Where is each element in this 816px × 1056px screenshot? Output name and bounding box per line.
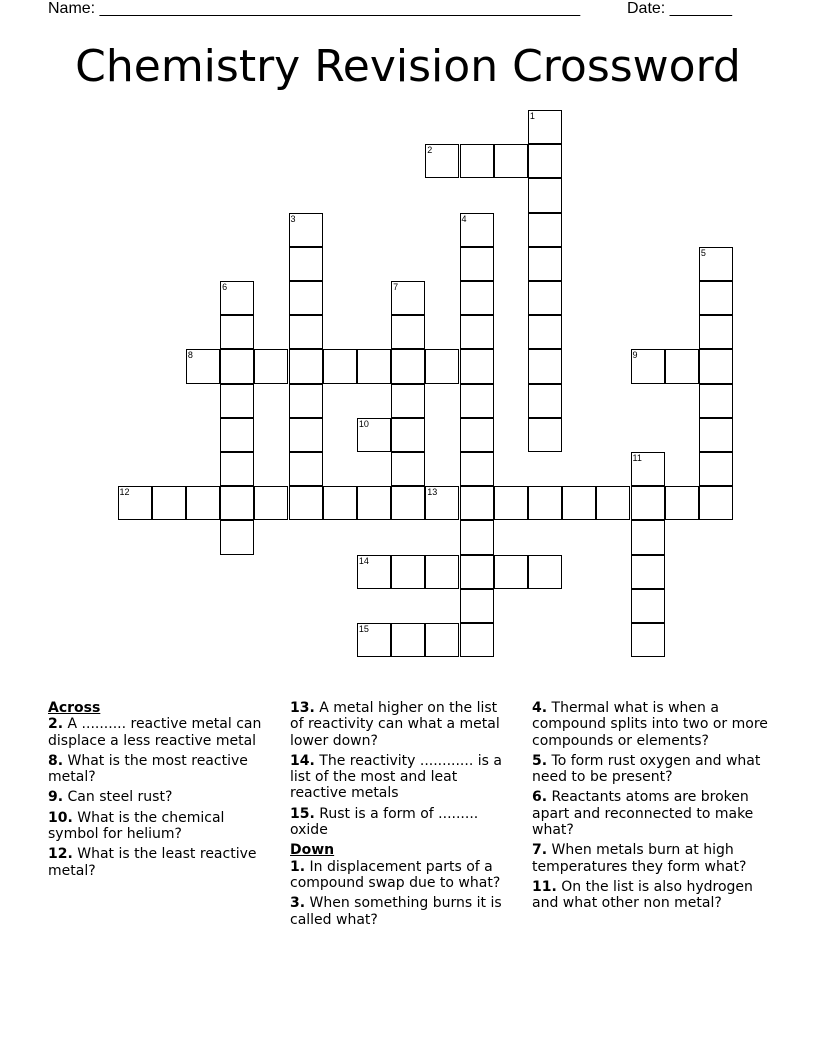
crossword-cell[interactable] bbox=[118, 486, 152, 520]
page-title: Chemistry Revision Crossword bbox=[75, 41, 741, 92]
crossword-cell[interactable] bbox=[460, 486, 494, 520]
clue-number: 11 bbox=[632, 453, 642, 463]
crossword-cell[interactable] bbox=[460, 520, 494, 554]
crossword-cell[interactable] bbox=[220, 349, 254, 383]
crossword-cell[interactable] bbox=[699, 418, 733, 452]
crossword-cell[interactable] bbox=[528, 110, 562, 144]
crossword-cell[interactable] bbox=[254, 486, 288, 520]
crossword-cell[interactable] bbox=[460, 555, 494, 589]
crossword-cell[interactable] bbox=[357, 349, 391, 383]
crossword-cell[interactable] bbox=[323, 486, 357, 520]
crossword-cell[interactable] bbox=[631, 520, 665, 554]
crossword-cell[interactable] bbox=[220, 384, 254, 418]
crossword-cell[interactable] bbox=[357, 418, 391, 452]
crossword-cell[interactable] bbox=[494, 144, 528, 178]
crossword-cell[interactable] bbox=[289, 315, 323, 349]
crossword-cell[interactable] bbox=[425, 486, 459, 520]
name-label: Name: ______________________________________________________ bbox=[48, 0, 581, 17]
crossword-cell[interactable] bbox=[425, 144, 459, 178]
crossword-cell[interactable] bbox=[460, 349, 494, 383]
crossword-cell[interactable] bbox=[494, 555, 528, 589]
crossword-cell[interactable] bbox=[528, 281, 562, 315]
clue-number: 6 bbox=[222, 282, 228, 292]
crossword-cell[interactable] bbox=[460, 418, 494, 452]
crossword-cell[interactable] bbox=[357, 555, 391, 589]
crossword-cell[interactable] bbox=[699, 281, 733, 315]
crossword-cell[interactable] bbox=[391, 623, 425, 657]
clue-across-9: 9. Can steel rust? bbox=[48, 789, 173, 806]
clue-number: 9 bbox=[632, 350, 638, 361]
clue-across-12: 12. What is the least reactive metal? bbox=[48, 846, 257, 879]
clue-down-1: 1. In displacement parts of a compound swap due to what? bbox=[290, 858, 501, 891]
clue-number: 4 bbox=[461, 213, 467, 224]
crossword-cell[interactable] bbox=[665, 486, 699, 520]
crossword-cell[interactable] bbox=[220, 486, 254, 520]
clue-number: 8 bbox=[187, 350, 193, 361]
crossword-cell[interactable] bbox=[631, 555, 665, 589]
clue-number: 15 bbox=[358, 624, 369, 634]
crossword-cell[interactable] bbox=[631, 452, 665, 486]
clue-number: 5 bbox=[700, 247, 706, 258]
crossword-cell[interactable] bbox=[460, 589, 494, 623]
crossword-cell[interactable] bbox=[289, 349, 323, 383]
crossword-cell[interactable] bbox=[528, 486, 562, 520]
crossword-cell[interactable] bbox=[665, 349, 699, 383]
crossword-cell[interactable] bbox=[289, 281, 323, 315]
crossword-cell[interactable] bbox=[699, 247, 733, 281]
crossword-cell[interactable] bbox=[186, 486, 220, 520]
clue-number: 13 bbox=[427, 487, 438, 498]
crossword-cell[interactable] bbox=[528, 247, 562, 281]
crossword-cell[interactable] bbox=[528, 384, 562, 418]
crossword-cell[interactable] bbox=[220, 520, 254, 554]
crossword-cell[interactable] bbox=[699, 384, 733, 418]
clue-down-4: 4. Thermal what is when a compound splits into two or more compounds or elements? bbox=[532, 700, 768, 749]
clue-down-7: 7. When metals burn at high temperatures they form what? bbox=[532, 842, 747, 875]
crossword-cell[interactable] bbox=[528, 418, 562, 452]
across-heading: Across bbox=[48, 700, 101, 716]
crossword-cell[interactable] bbox=[391, 349, 425, 383]
crossword-cell[interactable] bbox=[289, 452, 323, 486]
crossword-cell[interactable] bbox=[528, 315, 562, 349]
crossword-cell[interactable] bbox=[391, 452, 425, 486]
clue-down-6: 6. Reactants atoms are broken apart and reconnected to make what? bbox=[532, 789, 754, 839]
clue-number: 2 bbox=[427, 145, 433, 156]
clue-down-5: 5. To form rust oxygen and what need to be present? bbox=[532, 752, 761, 786]
crossword-cell[interactable] bbox=[528, 555, 562, 589]
clue-number: 10 bbox=[358, 418, 369, 429]
crossword-cell[interactable] bbox=[528, 178, 562, 212]
crossword-cell[interactable] bbox=[631, 589, 665, 623]
crossword-cell[interactable] bbox=[460, 452, 494, 486]
clue-number: 1 bbox=[529, 111, 535, 121]
crossword-cell[interactable] bbox=[152, 486, 186, 520]
crossword-cell[interactable] bbox=[220, 281, 254, 315]
clue-column-3 bbox=[532, 700, 772, 916]
crossword-cell[interactable] bbox=[220, 418, 254, 452]
crossword-cell[interactable] bbox=[460, 281, 494, 315]
crossword-cell[interactable] bbox=[631, 486, 665, 520]
crossword-cell[interactable] bbox=[562, 486, 596, 520]
crossword-cell[interactable] bbox=[699, 315, 733, 349]
clue-column-1 bbox=[48, 700, 270, 883]
crossword-cell[interactable] bbox=[289, 213, 323, 247]
clue-number: 3 bbox=[290, 213, 296, 224]
clue-across-15: 15. Rust is a form of ......... oxide bbox=[290, 805, 479, 839]
crossword-cell[interactable] bbox=[460, 247, 494, 281]
crossword-cell[interactable] bbox=[289, 247, 323, 281]
clue-across-14: 14. The reactivity ............ is a list of the most and leat reactive metals bbox=[290, 752, 502, 802]
crossword-cell[interactable] bbox=[220, 452, 254, 486]
crossword-cell[interactable] bbox=[528, 213, 562, 247]
down-heading: Down bbox=[290, 842, 335, 859]
crossword-cell[interactable] bbox=[631, 623, 665, 657]
crossword-cell[interactable] bbox=[460, 384, 494, 418]
crossword-cell[interactable] bbox=[391, 555, 425, 589]
crossword-cell[interactable] bbox=[391, 418, 425, 452]
clue-column-2 bbox=[290, 700, 515, 932]
crossword-cell[interactable] bbox=[425, 623, 459, 657]
clue-across-10: 10. What is the chemical symbol for helium? bbox=[48, 809, 225, 843]
crossword-cell[interactable] bbox=[699, 486, 733, 520]
crossword-cell[interactable] bbox=[699, 452, 733, 486]
crossword-cell[interactable] bbox=[699, 349, 733, 383]
crossword-cell[interactable] bbox=[460, 315, 494, 349]
clue-across-8: 8. What is the most reactive metal? bbox=[48, 752, 248, 786]
clue-number: 7 bbox=[393, 282, 399, 292]
crossword-cell[interactable] bbox=[289, 418, 323, 452]
crossword-cell[interactable] bbox=[357, 486, 391, 520]
clue-across-2: 2. A .......... reactive metal can displace a less reactive metal bbox=[48, 716, 262, 749]
crossword-cell[interactable] bbox=[425, 349, 459, 383]
crossword-cell[interactable] bbox=[528, 144, 562, 178]
crossword-cell[interactable] bbox=[391, 384, 425, 418]
crossword-cell[interactable] bbox=[186, 349, 220, 383]
clue-down-3: 3. When something burns it is called what? bbox=[290, 895, 502, 928]
crossword-cell[interactable] bbox=[323, 349, 357, 383]
crossword-cell[interactable] bbox=[596, 486, 630, 520]
crossword-cell[interactable] bbox=[391, 315, 425, 349]
crossword-cell[interactable] bbox=[391, 281, 425, 315]
clue-number: 14 bbox=[358, 555, 369, 566]
crossword-cell[interactable] bbox=[289, 486, 323, 520]
crossword-cell[interactable] bbox=[391, 486, 425, 520]
crossword-cell[interactable] bbox=[220, 315, 254, 349]
date-label: Date: _______ bbox=[627, 0, 732, 17]
crossword-cell[interactable] bbox=[357, 623, 391, 657]
crossword-cell[interactable] bbox=[528, 349, 562, 383]
crossword-cell[interactable] bbox=[460, 144, 494, 178]
crossword-cell[interactable] bbox=[460, 623, 494, 657]
crossword-cell[interactable] bbox=[494, 486, 528, 520]
crossword-cell[interactable] bbox=[460, 213, 494, 247]
crossword-cell[interactable] bbox=[425, 555, 459, 589]
clue-down-11: 11. On the list is also hydrogen and what other non metal? bbox=[532, 878, 753, 912]
clue-number: 12 bbox=[119, 487, 130, 498]
crossword-cell[interactable] bbox=[631, 349, 665, 383]
clue-across-13: 13. A metal higher on the list of reactivity can what a metal lower down? bbox=[290, 700, 500, 749]
crossword-cell[interactable] bbox=[254, 349, 288, 383]
crossword-cell[interactable] bbox=[289, 384, 323, 418]
